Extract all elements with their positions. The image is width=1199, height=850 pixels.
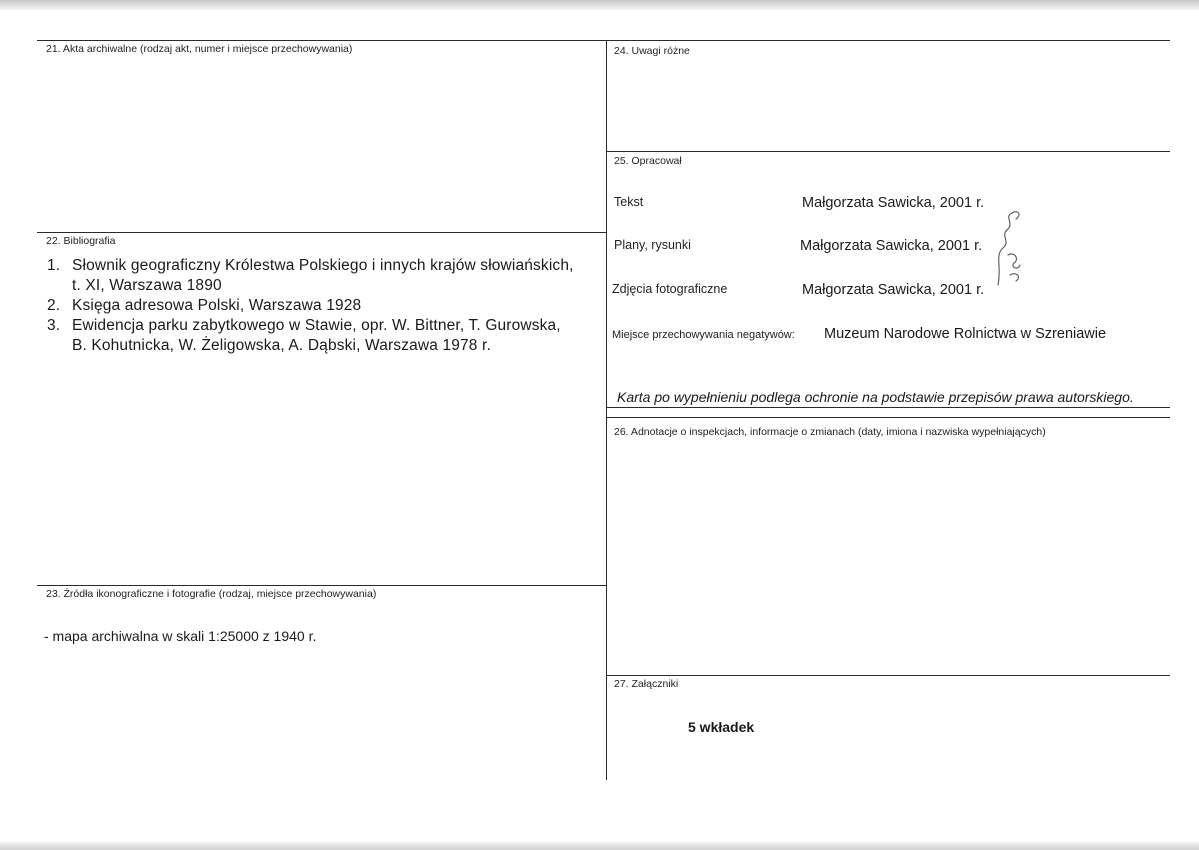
- divider-26: [606, 417, 1170, 418]
- section-25-label: 25. Opracował: [614, 155, 682, 167]
- section-22-label: 22. Bibliografia: [46, 235, 116, 247]
- bibliography-item-line: Słownik geograficzny Królestwa Polskiego i innych krajów słowiańskich,: [72, 257, 574, 274]
- bibliography-list: [47, 256, 607, 356]
- divider-top: [37, 40, 1170, 41]
- section-24-label: 24. Uwagi różne: [614, 45, 690, 57]
- scan-edge-top: [0, 0, 1199, 10]
- divider-25: [606, 151, 1170, 152]
- attachments-count: 5 wkładek: [688, 719, 755, 735]
- bibliography-item-number: 3.: [47, 317, 61, 334]
- divider-22: [37, 232, 606, 233]
- bibliography-item-line: Księga adresowa Polski, Warszawa 1928: [72, 297, 362, 314]
- author-row-label-plans: Plany, rysunki: [614, 238, 691, 252]
- section-23-label: 23. Źródła ikonograficzne i fotografie (rodzaj, miejsce przechowywania): [46, 588, 377, 600]
- bibliography-item-number: 1.: [47, 257, 61, 274]
- bibliography-item-line: Ewidencja parku zabytkowego w Stawie, opr. W. Bittner, T. Gurowska,: [72, 317, 561, 334]
- author-row-value-text: Małgorzata Sawicka, 2001 r.: [802, 195, 985, 211]
- author-row-value-photos: Małgorzata Sawicka, 2001 r.: [802, 282, 985, 298]
- divider-copyright: [606, 407, 1170, 408]
- section-21-label: 21. Akta archiwalne (rodzaj akt, numer i miejsce przechowywania): [46, 43, 353, 55]
- bibliography-item-line: t. XI, Warszawa 1890: [72, 277, 222, 294]
- author-row-label-text: Tekst: [614, 195, 644, 209]
- section-26-label: 26. Adnotacje o inspekcjach, informacje o zmianach (daty, imiona i nazwiska wypełniających): [614, 426, 1046, 438]
- bibliography-item-line: B. Kohutnicka, W. Żeligowska, A. Dąbski, Warszawa 1978 r.: [72, 337, 491, 354]
- author-row-label-photos: Zdjęcia fotograficzne: [612, 282, 728, 296]
- negatives-location-value: Muzeum Narodowe Rolnictwa w Szreniawie: [824, 326, 1107, 342]
- divider-27: [606, 675, 1170, 676]
- negatives-location-label: Miejsce przechowywania negatywów:: [612, 329, 795, 341]
- bibliography-item-2: [47, 296, 607, 316]
- handwritten-signature: [990, 205, 1030, 290]
- section-27-label: 27. Załączniki: [614, 678, 679, 690]
- scan-edge-bottom: [0, 842, 1199, 850]
- author-row-value-plans: Małgorzata Sawicka, 2001 r.: [800, 238, 983, 254]
- bibliography-item-3: [47, 316, 607, 356]
- divider-23: [37, 585, 606, 586]
- bibliography-item-1: [47, 256, 607, 296]
- bibliography-item-number: 2.: [47, 297, 61, 314]
- iconographic-source-entry: - mapa archiwalna w skali 1:25000 z 1940 r.: [44, 628, 317, 644]
- copyright-note: Karta po wypełnieniu podlega ochronie na podstawie przepisów prawa autorskiego.: [617, 389, 1134, 405]
